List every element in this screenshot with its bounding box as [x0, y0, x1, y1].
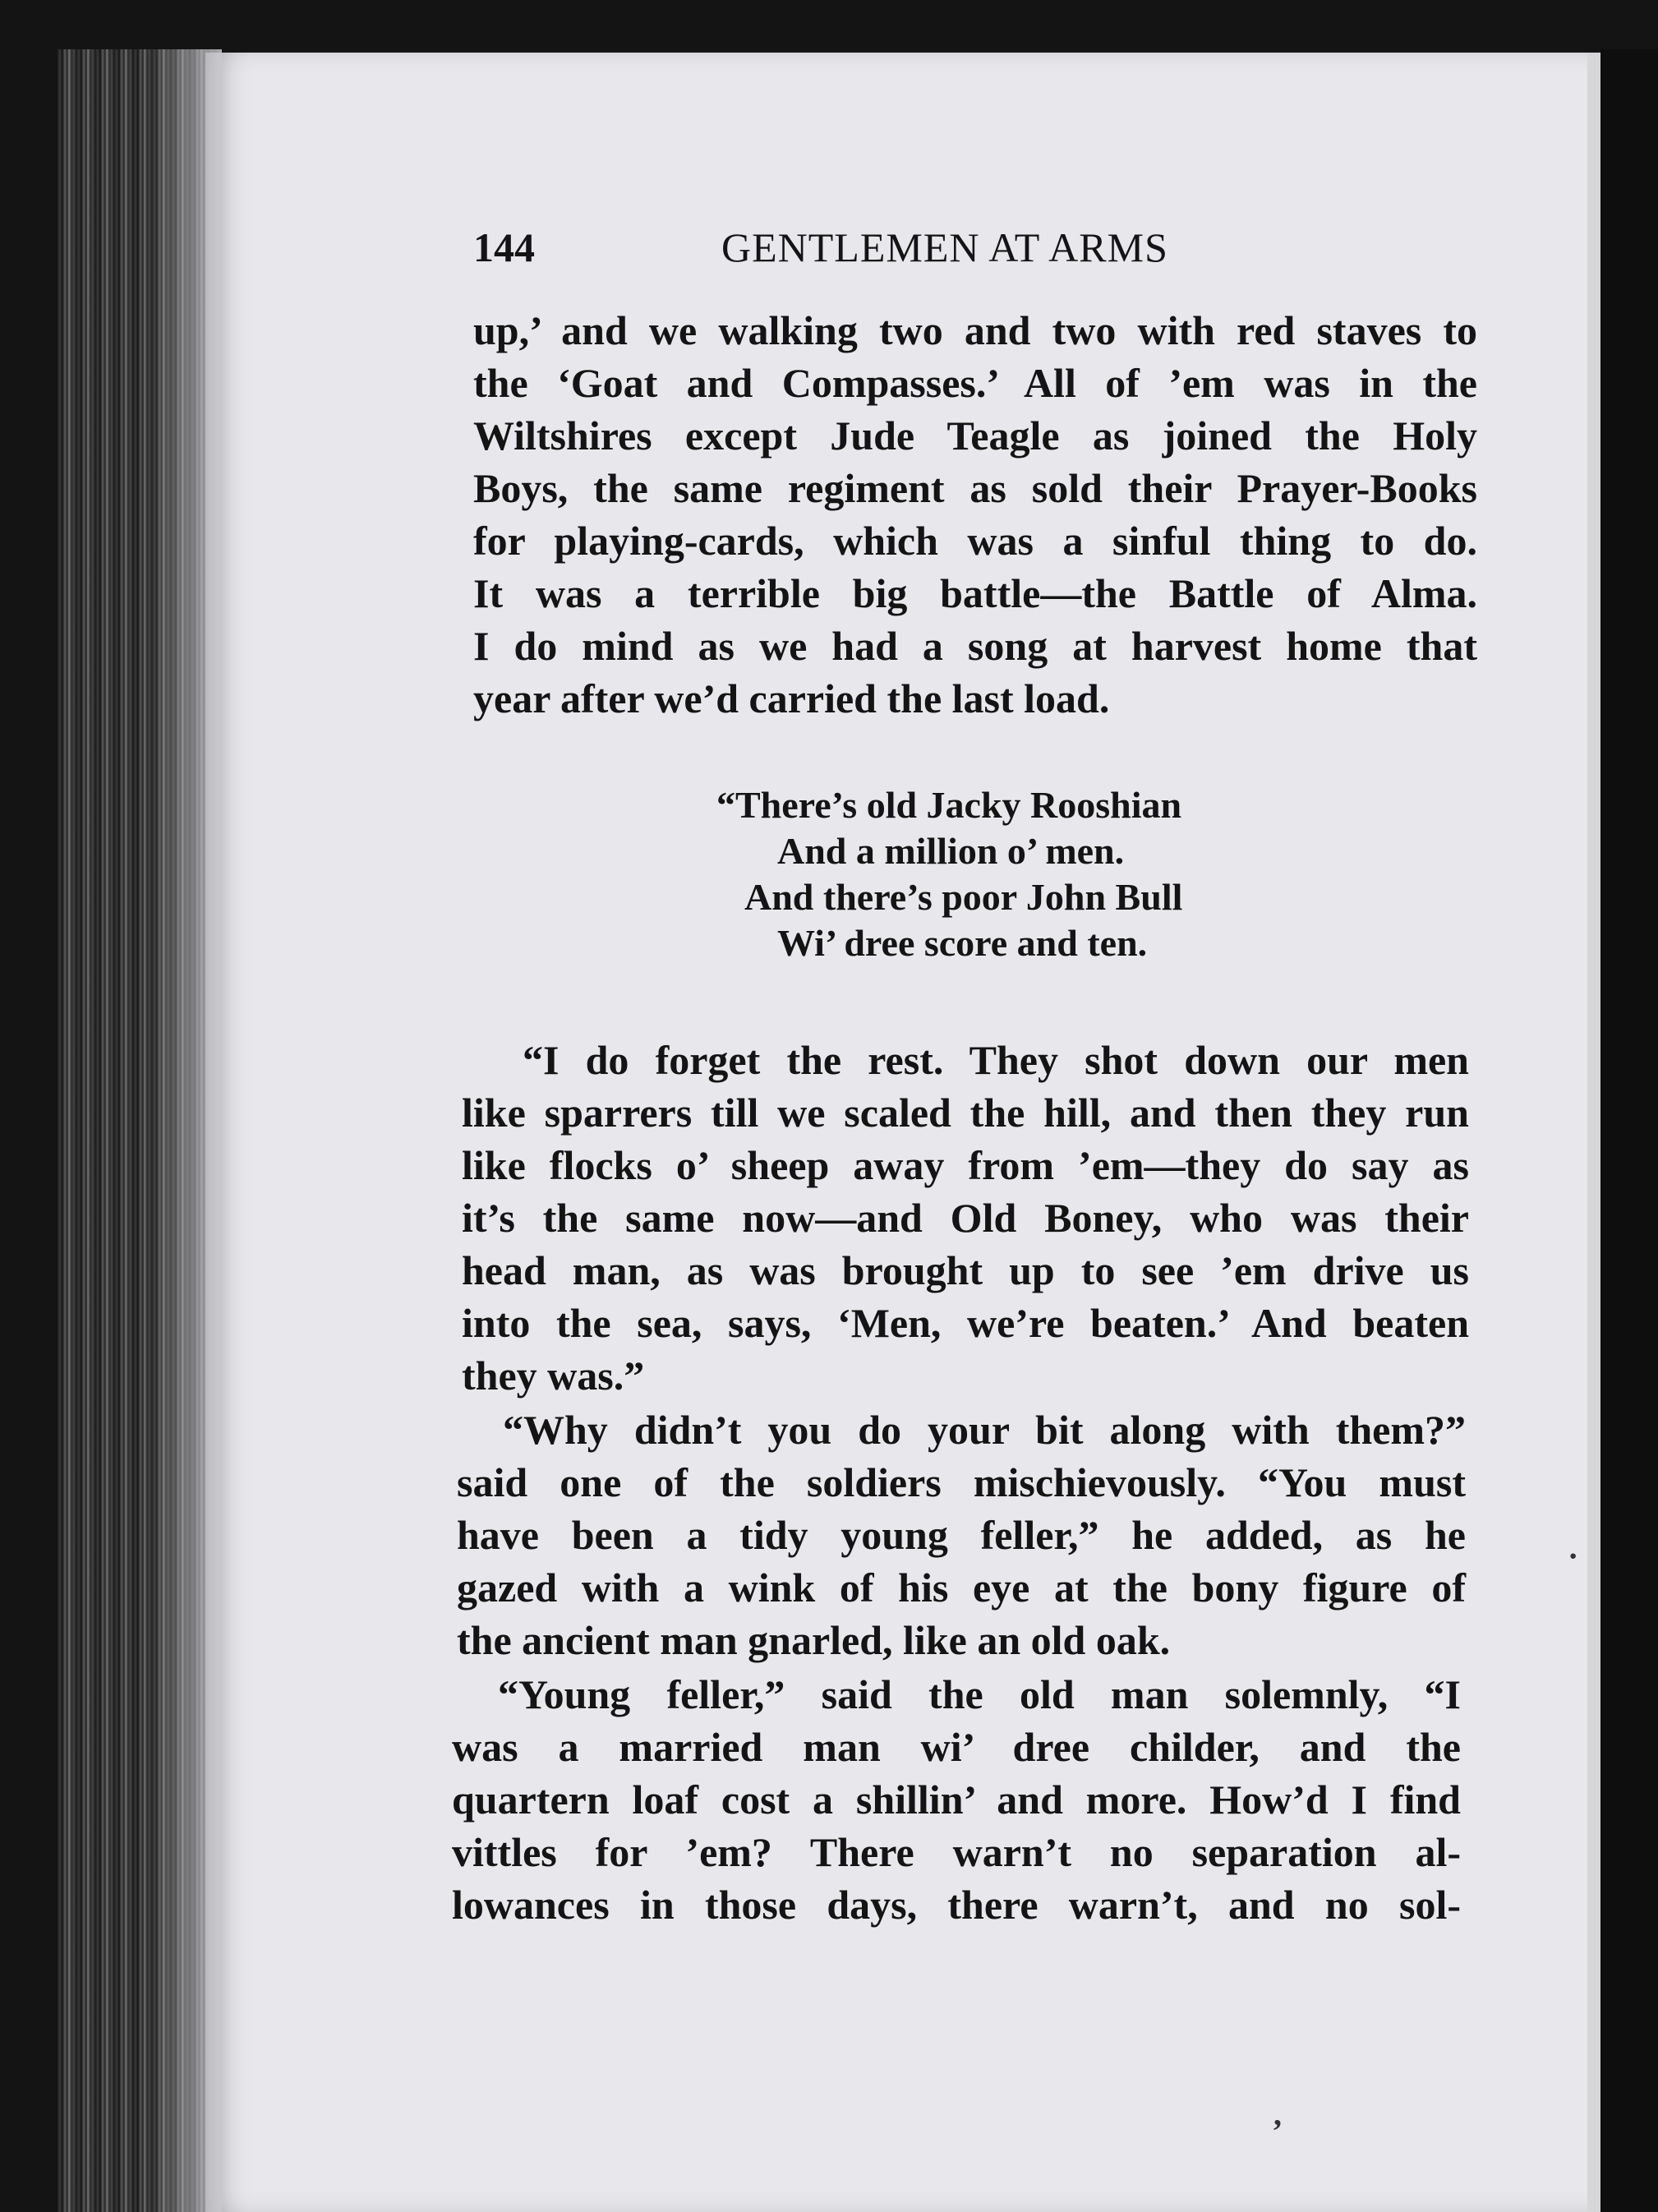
- verse-line: And a million o’ men.: [777, 830, 1125, 872]
- page-number: 144: [473, 224, 535, 270]
- text-line: for playing-cards, which was a sinful thing to do.: [473, 518, 1477, 564]
- text-line: It was a terrible big battle—the Battle of Alma.: [473, 570, 1477, 616]
- text-line: they was.”: [462, 1353, 645, 1399]
- text-line: like flocks o’ sheep away from ’em—they do say as: [462, 1142, 1469, 1188]
- text-line: Wiltshires except Jude Teagle as joined the Holy: [473, 412, 1477, 459]
- text-line: Boys, the same regiment as sold their Prayer-Books: [473, 465, 1477, 511]
- text-line: was a married man wi’ dree childer, and the: [452, 1724, 1461, 1770]
- text-line: the ancient man gnarled, like an old oak.: [457, 1617, 1171, 1663]
- text-line: year after we’d carried the last load.: [473, 675, 1110, 721]
- text-line: “Why didn’t you do your bit along with them?”: [503, 1407, 1466, 1453]
- running-title: GENTLEMEN AT ARMS: [721, 224, 1168, 270]
- text-line: have been a tidy young feller,” he added, as he: [457, 1512, 1466, 1558]
- page-edge: [1587, 53, 1600, 2212]
- text-line: it’s the same now—and Old Boney, who was their: [462, 1195, 1469, 1241]
- verse-line: Wi’ dree score and ten.: [777, 922, 1148, 964]
- text-line: I do mind as we had a song at harvest home that: [473, 623, 1477, 669]
- scan-border: [1600, 49, 1658, 2212]
- scan-speck: ʼ: [1272, 2113, 1283, 2150]
- page-header: [473, 224, 1237, 281]
- text-line: “Young feller,” said the old man solemnly, “I: [498, 1671, 1461, 1717]
- text-line: gazed with a wink of his eye at the bony figure of: [457, 1565, 1466, 1611]
- verse-line: And there’s poor John Bull: [744, 876, 1183, 918]
- scan-speck: ·: [1568, 1537, 1579, 1574]
- text-line: the ‘Goat and Compasses.’ All of ’em was in the: [473, 360, 1477, 406]
- text-line: head man, as was brought up to see ’em drive us: [462, 1247, 1469, 1293]
- text-line: vittles for ’em? There warn’t no separation al-: [452, 1829, 1461, 1875]
- binding-shadow: [148, 49, 222, 2212]
- text-line: lowances in those days, there warn’t, and no sol-: [452, 1882, 1461, 1928]
- verse-line: “There’s old Jacky Rooshian: [716, 784, 1182, 826]
- text-line: “I do forget the rest. They shot down our men: [523, 1037, 1469, 1083]
- text-line: like sparrers till we scaled the hill, and then they run: [462, 1090, 1469, 1136]
- text-line: said one of the soldiers mischievously. “You must: [457, 1459, 1466, 1505]
- text-line: up,’ and we walking two and two with red staves to: [473, 307, 1477, 353]
- text-line: quartern loaf cost a shillin’ and more. How’d I find: [452, 1777, 1461, 1823]
- text-line: into the sea, says, ‘Men, we’re beaten.’ And beaten: [462, 1300, 1469, 1346]
